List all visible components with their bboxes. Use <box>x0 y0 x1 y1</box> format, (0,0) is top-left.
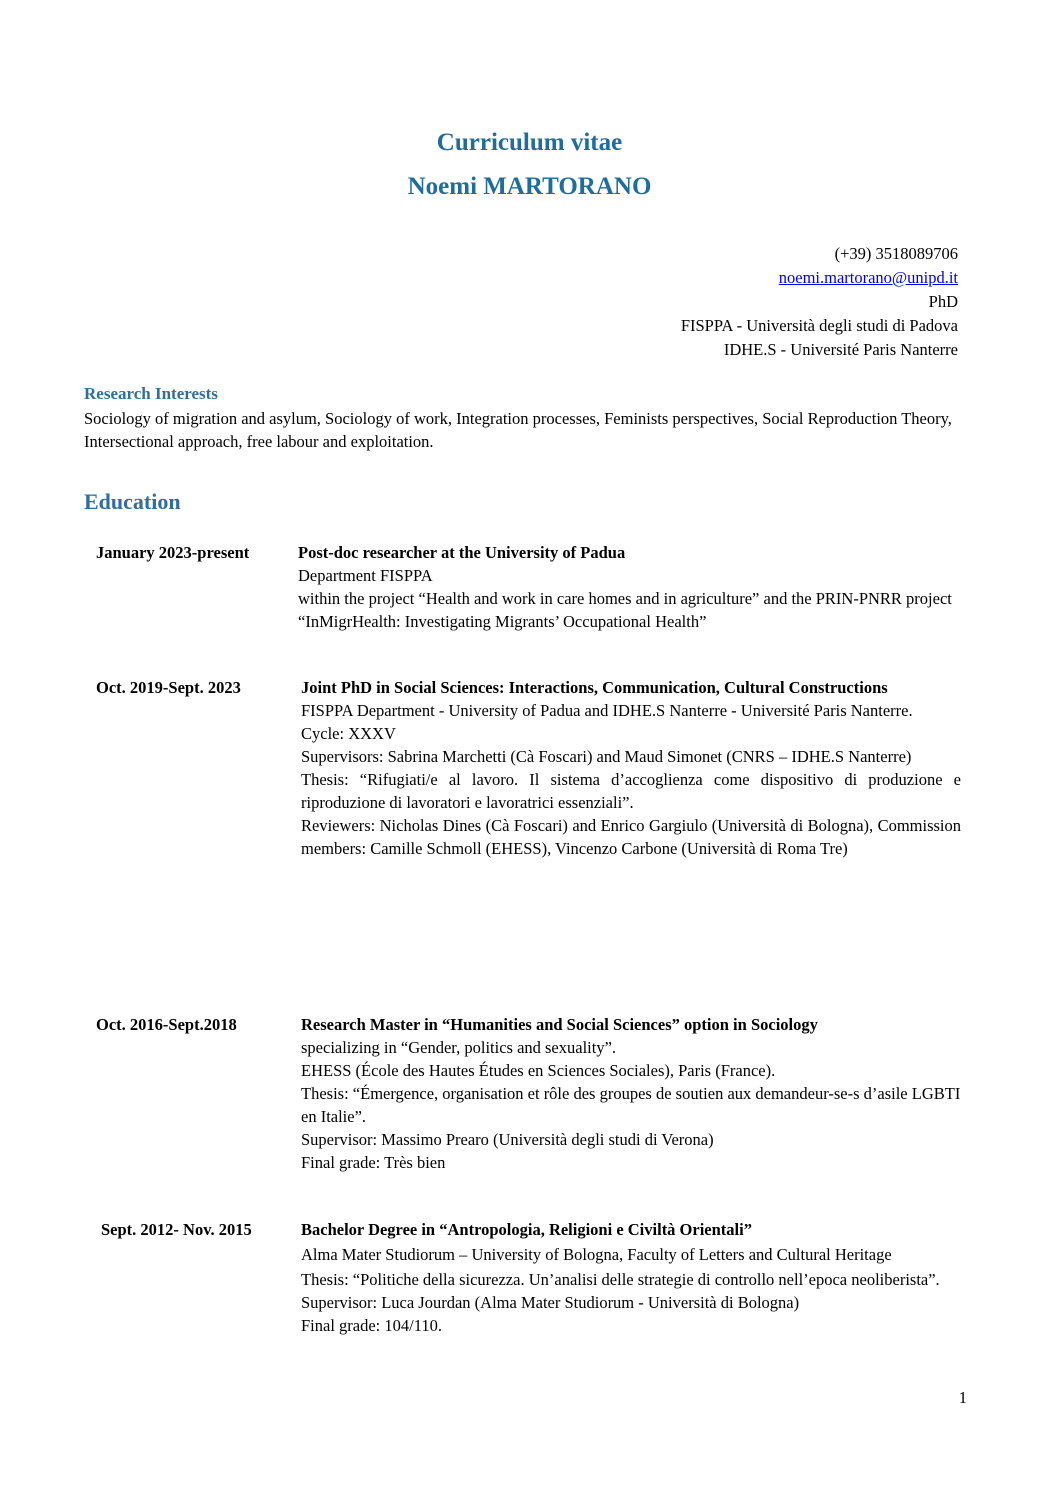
contact-block <box>458 242 958 362</box>
page-number: 1 <box>958 1388 967 1407</box>
entry-date: Oct. 2019-Sept. 2023 <box>96 678 241 697</box>
entry-line: Alma Mater Studiorum – University of Bologna, Faculty of Letters and Cultural Heritage <box>301 1245 892 1264</box>
cv-name: Noemi MARTORANO <box>407 173 652 200</box>
education-heading: Education <box>84 489 181 514</box>
entry-line: Thesis: “Rifugiati/e al lavoro. Il sistema d’accoglienza come dispositivo di produzione e riproduzione di lavoratori e lavoratrici essenziali”. <box>301 770 961 812</box>
education-entry <box>301 1218 961 1337</box>
entry-title: Post-doc researcher at the University of Padua <box>298 543 626 562</box>
education-entry <box>298 541 958 633</box>
entry-line: Final grade: Très bien <box>301 1153 446 1172</box>
affiliation-nanterre: IDHE.S - Université Paris Nanterre <box>723 340 958 359</box>
entry-line: Final grade: 104/110. <box>301 1316 442 1335</box>
email-link[interactable]: noemi.martorano@unipd.it <box>778 268 958 287</box>
research-text: Sociology of migration and asylum, Sociology of work, Integration processes, Feminists perspectives, Social Reproduction Theory, Intersectional approach, free labour and exploitation. <box>84 409 952 451</box>
entry-line: FISPPA Department - University of Padua and IDHE.S Nanterre - Université Paris Nanterre. <box>301 701 913 720</box>
entry-line: Thesis: “Émergence, organisation et rôle des groupes de soutien aux demandeur-se-s d’asile LGBTI en Italie”. <box>301 1084 961 1126</box>
cv-title: Curriculum vitae <box>436 129 623 156</box>
entry-line: EHESS (École des Hautes Études en Sciences Sociales), Paris (France). <box>301 1061 776 1080</box>
entry-title: Research Master in “Humanities and Social Sciences” option in Sociology <box>301 1015 818 1034</box>
entry-line: Reviewers: Nicholas Dines (Cà Foscari) and Enrico Gargiulo (Università di Bologna), Commission members: Camille Schmoll (EHESS), Vincenzo Carbone (Università di Roma Tre) <box>301 816 961 858</box>
entry-date: Oct. 2016-Sept.2018 <box>96 1015 237 1034</box>
entry-line: Thesis: “Politiche della sicurezza. Un’analisi delle strategie di controllo nell’epoca neoliberista”. <box>301 1270 940 1289</box>
phone: (+39) 3518089706 <box>834 244 958 263</box>
entry-line: Cycle: XXXV <box>301 724 396 743</box>
education-entry <box>301 676 961 860</box>
entry-date: January 2023-present <box>96 543 250 562</box>
entry-line: Supervisor: Luca Jourdan (Alma Mater Studiorum - Università di Bologna) <box>301 1293 800 1312</box>
entry-line: Supervisors: Sabrina Marchetti (Cà Foscari) and Maud Simonet (CNRS – IDHE.S Nanterre) <box>301 747 912 766</box>
entry-line: specializing in “Gender, politics and sexuality”. <box>301 1038 617 1057</box>
entry-line: Supervisor: Massimo Prearo (Università degli studi di Verona) <box>301 1130 714 1149</box>
research-heading: Research Interests <box>84 384 218 403</box>
entry-line: within the project “Health and work in care homes and in agriculture” and the PRIN-PNRR project “InMigrHealth: Investigating Migrants’ Occupational Health” <box>298 589 952 631</box>
entry-line: Department FISPPA <box>298 566 433 585</box>
entry-title: Joint PhD in Social Sciences: Interactions, Communication, Cultural Constructions <box>301 678 888 697</box>
degree: PhD <box>928 292 958 311</box>
entry-title: Bachelor Degree in “Antropologia, Religioni e Civiltà Orientali” <box>301 1220 752 1239</box>
affiliation-padova: FISPPA - Università degli studi di Padova <box>680 316 958 335</box>
education-entry <box>301 1013 961 1174</box>
entry-date: Sept. 2012- Nov. 2015 <box>101 1220 252 1239</box>
